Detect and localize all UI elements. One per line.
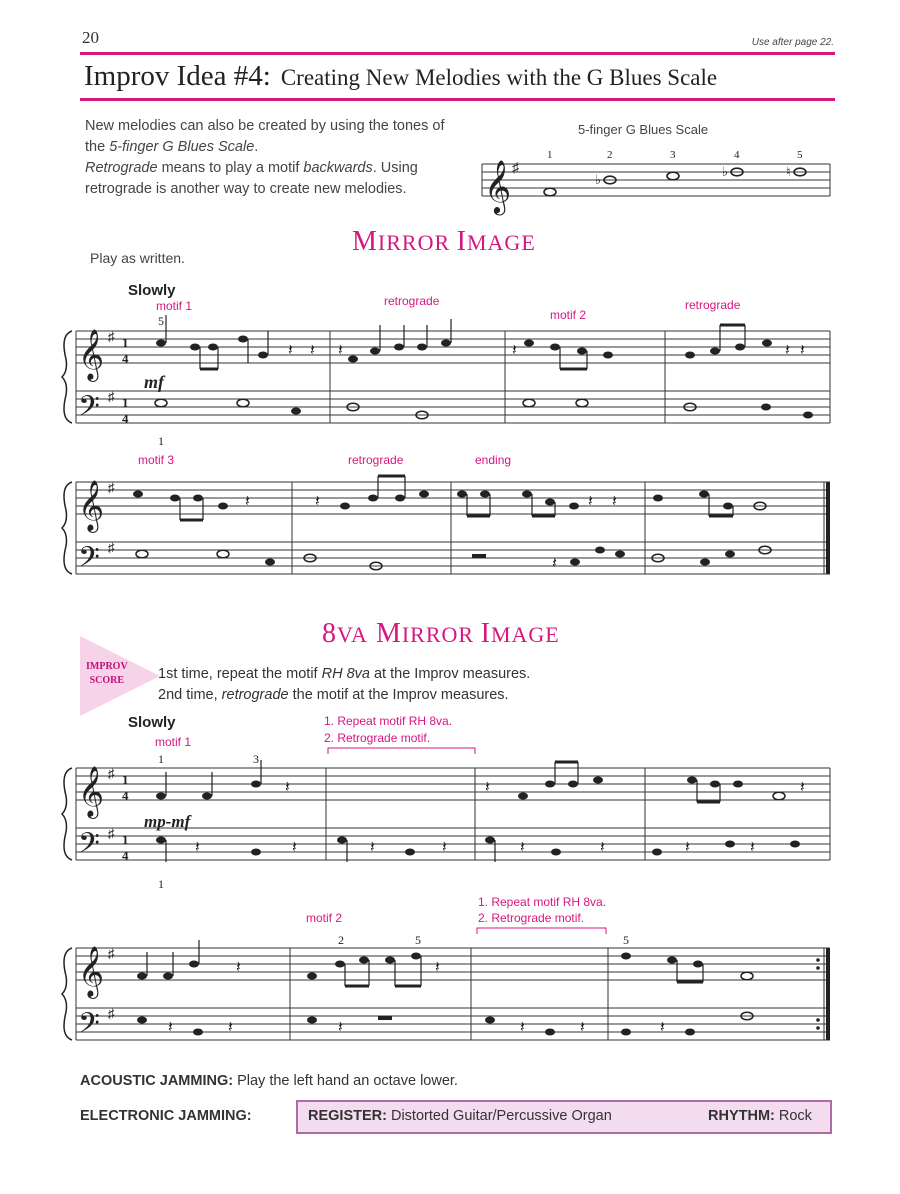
svg-text:♮: ♮ bbox=[786, 164, 791, 179]
svg-text:♯: ♯ bbox=[108, 389, 115, 404]
scale-note bbox=[544, 188, 556, 196]
dynamic-marking: mf bbox=[144, 372, 164, 392]
label-retrograde: retrograde bbox=[685, 298, 741, 312]
title-main: Improv Idea #4: bbox=[84, 60, 271, 92]
svg-text:𝄽: 𝄽 bbox=[442, 839, 447, 856]
svg-text:♯: ♯ bbox=[512, 161, 519, 176]
svg-text:1: 1 bbox=[122, 335, 129, 350]
svg-text:𝄽: 𝄽 bbox=[370, 839, 375, 856]
scale-finger: 3 bbox=[670, 149, 676, 161]
mirror-system-1 bbox=[60, 295, 840, 455]
svg-text:𝄽: 𝄽 bbox=[292, 839, 297, 856]
label-retrograde: retrograde bbox=[348, 453, 404, 467]
svg-text:𝄢: 𝄢 bbox=[78, 829, 100, 866]
svg-text:♯: ♯ bbox=[108, 329, 115, 344]
bracket-text-1: 1. Repeat motif RH 8va. bbox=[324, 714, 453, 728]
title-rule-bottom bbox=[80, 98, 835, 101]
label-retrograde: retrograde bbox=[384, 295, 440, 308]
title-subtitle: Creating New Melodies with the G Blues Scale bbox=[280, 65, 718, 90]
svg-text:♯: ♯ bbox=[108, 826, 115, 841]
rhythm-value: Rock bbox=[778, 1108, 812, 1124]
svg-text:4: 4 bbox=[122, 351, 129, 366]
scale-finger: 2 bbox=[607, 149, 613, 161]
svg-text:𝄞: 𝄞 bbox=[484, 161, 512, 212]
title-rule-top bbox=[80, 52, 835, 55]
dynamic-marking: mp-mf bbox=[144, 812, 191, 831]
svg-text:𝄽: 𝄽 bbox=[338, 1019, 343, 1036]
acoustic-jamming bbox=[80, 1073, 458, 1089]
svg-text:𝄽: 𝄽 bbox=[660, 1019, 665, 1036]
svg-text:4: 4 bbox=[122, 788, 129, 803]
svg-text:𝄞: 𝄞 bbox=[78, 767, 105, 816]
bracket-text-2: 2. Retrograde motif. bbox=[324, 731, 431, 745]
octave-system-2 bbox=[60, 890, 840, 1060]
rhythm-setting bbox=[708, 1108, 812, 1124]
svg-text:𝄽: 𝄽 bbox=[800, 342, 805, 359]
svg-text:𝄽: 𝄽 bbox=[520, 839, 525, 856]
register-label: REGISTER: bbox=[308, 1108, 387, 1124]
svg-text:𝄽: 𝄽 bbox=[245, 493, 250, 510]
svg-text:𝄢: 𝄢 bbox=[78, 543, 100, 580]
mirror-image-title: MIRROR IMAGE bbox=[352, 226, 536, 257]
svg-text:♭: ♭ bbox=[595, 172, 602, 187]
mirror-tempo: Slowly bbox=[128, 282, 176, 299]
svg-text:♯: ♯ bbox=[108, 1006, 115, 1021]
scale-finger: 4 bbox=[734, 149, 740, 161]
improv-score-label: IMPROV SCORE bbox=[86, 661, 128, 686]
page-number: 20 bbox=[82, 28, 99, 47]
svg-text:𝄽: 𝄽 bbox=[168, 1019, 173, 1036]
octave-mirror-title: 8VA MIRROR IMAGE bbox=[322, 618, 560, 649]
finger-number: 1 bbox=[158, 434, 164, 448]
svg-text:1: 1 bbox=[122, 395, 129, 410]
svg-text:𝄽: 𝄽 bbox=[435, 959, 440, 976]
scale-caption: 5-finger G Blues Scale bbox=[578, 122, 709, 137]
svg-text:4: 4 bbox=[122, 848, 129, 863]
svg-text:𝄽: 𝄽 bbox=[588, 493, 593, 510]
svg-text:𝄽: 𝄽 bbox=[228, 1019, 233, 1036]
use-after-note: Use after page 22. bbox=[751, 37, 834, 48]
svg-text:♭: ♭ bbox=[722, 164, 729, 179]
intro-paragraph-1: New melodies can also be created by using the tones of the 5-finger G Blues Scale. bbox=[85, 118, 445, 155]
svg-text:𝄢: 𝄢 bbox=[78, 392, 100, 429]
svg-text:𝄽: 𝄽 bbox=[315, 493, 320, 510]
svg-text:𝄽: 𝄽 bbox=[612, 493, 617, 510]
scale-finger: 5 bbox=[797, 149, 803, 161]
svg-text:𝄢: 𝄢 bbox=[78, 1009, 100, 1046]
improv-instructions bbox=[158, 664, 530, 706]
acoustic-label: ACOUSTIC JAMMING: bbox=[80, 1073, 234, 1089]
electronic-label-wrap bbox=[80, 1108, 252, 1124]
svg-text:𝄞: 𝄞 bbox=[78, 947, 105, 996]
finger-number: 1 bbox=[158, 752, 164, 766]
improv-line-2: 2nd time, retrograde the motif at the Improv measures. bbox=[158, 687, 509, 703]
scale-note bbox=[667, 172, 679, 180]
svg-text:𝄽: 𝄽 bbox=[685, 839, 690, 856]
register-value: Distorted Guitar/Percussive Organ bbox=[390, 1108, 612, 1124]
label-motif-1: motif 1 bbox=[155, 735, 192, 749]
label-motif-2: motif 2 bbox=[550, 308, 587, 322]
svg-text:1: 1 bbox=[122, 832, 129, 847]
octave-system-1 bbox=[60, 710, 840, 890]
label-motif-1: motif 1 bbox=[156, 299, 193, 313]
svg-text:𝄽: 𝄽 bbox=[338, 342, 343, 359]
scale-staff bbox=[470, 140, 840, 220]
svg-text:𝄽: 𝄽 bbox=[236, 959, 241, 976]
svg-text:𝄽: 𝄽 bbox=[310, 342, 315, 359]
svg-text:𝄽: 𝄽 bbox=[512, 342, 517, 359]
electronic-label: ELECTRONIC JAMMING: bbox=[80, 1108, 252, 1124]
svg-text:𝄽: 𝄽 bbox=[750, 839, 755, 856]
svg-text:𝄽: 𝄽 bbox=[285, 779, 290, 796]
scale-finger: 1 bbox=[547, 149, 553, 161]
svg-text:𝄽: 𝄽 bbox=[195, 839, 200, 856]
finger-number: 3 bbox=[253, 752, 259, 766]
bracket-text-1: 1. Repeat motif RH 8va. bbox=[478, 895, 607, 909]
label-motif-3: motif 3 bbox=[138, 453, 175, 467]
svg-text:𝄞: 𝄞 bbox=[78, 481, 105, 530]
finger-number: 1 bbox=[158, 877, 164, 890]
svg-text:𝄽: 𝄽 bbox=[552, 555, 557, 572]
svg-text:𝄽: 𝄽 bbox=[600, 839, 605, 856]
finger-number: 5 bbox=[158, 314, 164, 328]
svg-text:♯: ♯ bbox=[108, 540, 115, 555]
svg-text:𝄽: 𝄽 bbox=[580, 1019, 585, 1036]
finger-number: 5 bbox=[623, 933, 629, 947]
label-ending: ending bbox=[475, 453, 512, 467]
rhythm-label: RHYTHM: bbox=[708, 1108, 775, 1124]
svg-text:♯: ♯ bbox=[108, 766, 115, 781]
mirror-system-2 bbox=[60, 450, 840, 600]
improv-line-1: 1st time, repeat the motif RH 8va at the Improv measures. bbox=[158, 666, 531, 682]
finger-number: 2 bbox=[338, 933, 344, 947]
bracket-text-2: 2. Retrograde motif. bbox=[478, 911, 585, 925]
svg-text:𝄽: 𝄽 bbox=[520, 1019, 525, 1036]
svg-text:1: 1 bbox=[122, 772, 129, 787]
svg-text:𝄽: 𝄽 bbox=[485, 779, 490, 796]
label-motif-2: motif 2 bbox=[306, 911, 343, 925]
svg-text:𝄽: 𝄽 bbox=[785, 342, 790, 359]
finger-number: 5 bbox=[415, 933, 421, 947]
octave-tempo: Slowly bbox=[128, 714, 176, 731]
register-setting bbox=[308, 1108, 612, 1124]
svg-text:𝄽: 𝄽 bbox=[800, 779, 805, 796]
intro-text bbox=[85, 116, 455, 200]
play-as-written: Play as written. bbox=[90, 250, 185, 266]
intro-paragraph-2: Retrograde means to play a motif backwards. Using retrograde is another way to create new melodies. bbox=[85, 160, 418, 197]
svg-text:𝄞: 𝄞 bbox=[78, 330, 105, 379]
svg-text:♯: ♯ bbox=[108, 480, 115, 495]
acoustic-text: Play the left hand an octave lower. bbox=[237, 1073, 458, 1089]
svg-text:♯: ♯ bbox=[108, 946, 115, 961]
svg-text:4: 4 bbox=[122, 411, 129, 426]
svg-text:𝄽: 𝄽 bbox=[288, 342, 293, 359]
page-title bbox=[84, 60, 717, 93]
